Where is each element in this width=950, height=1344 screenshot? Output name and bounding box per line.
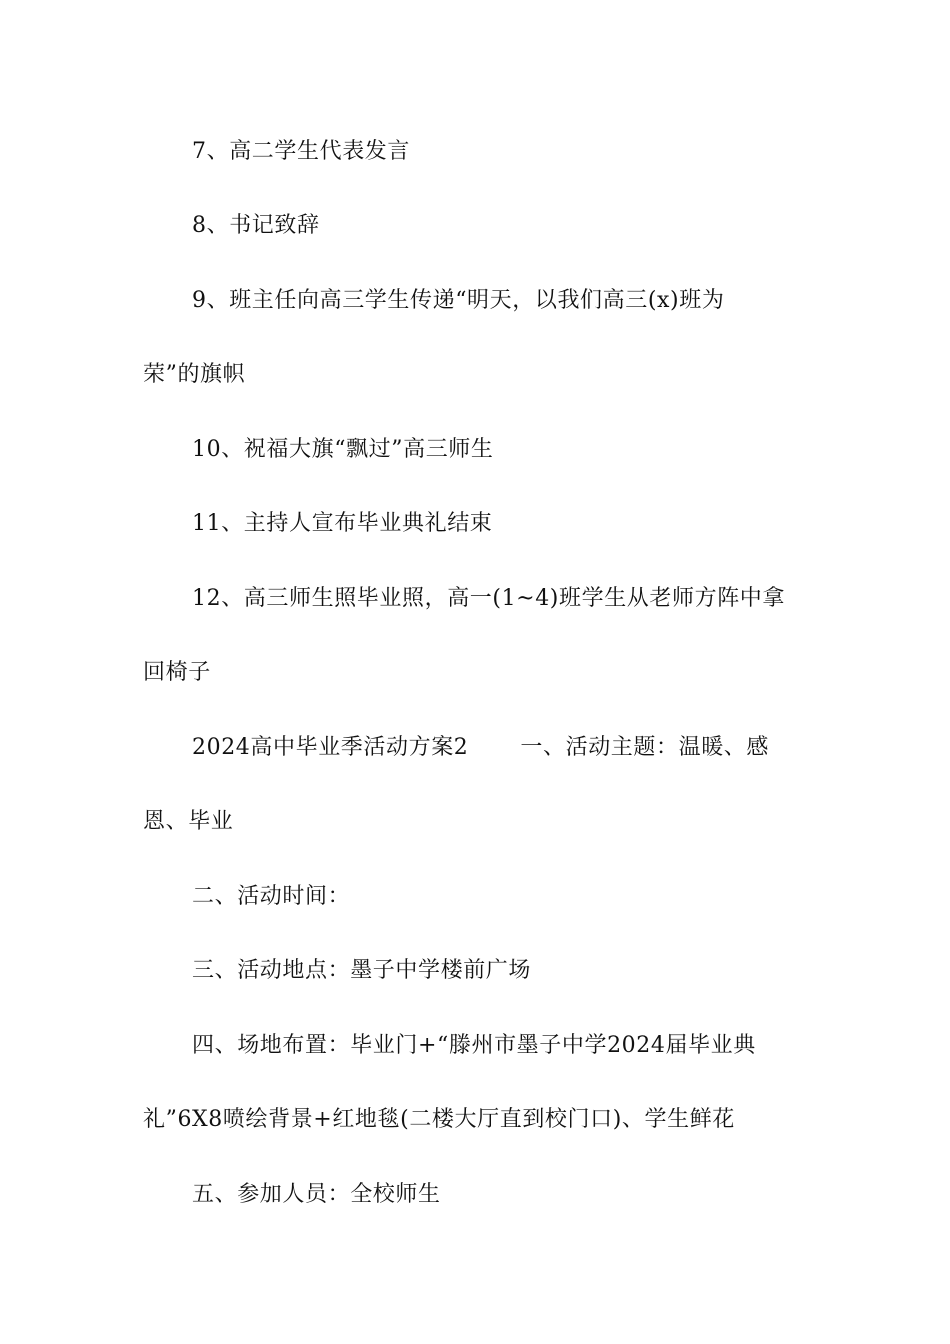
- item-11: 11、主持人宣布毕业典礼结束: [192, 511, 493, 536]
- plan2-location: 三、活动地点：墨子中学楼前广场: [192, 958, 532, 983]
- item-12-line1: 12、高三师生照毕业照，高一(1~4)班学生从老师方阵中拿: [192, 586, 785, 611]
- item-7: 7、高二学生代表发言: [192, 139, 410, 164]
- item-10: 10、祝福大旗“飘过”高三师生: [192, 437, 494, 462]
- plan2-setup-line2: 礼”6X8喷绘背景+红地毯(二楼大厅直到校门口)、学生鲜花: [143, 1107, 735, 1132]
- plan2-setup-line1: 四、场地布置：毕业门+“滕州市墨子中学2024届毕业典: [192, 1033, 756, 1058]
- item-9-line1: 9、班主任向高三学生传递“明天，以我们高三(x)班为: [192, 288, 725, 313]
- plan2-theme-line2: 恩、毕业: [143, 809, 234, 834]
- plan2-title-theme-line: [192, 734, 769, 762]
- plan2-time: 二、活动时间：: [192, 884, 351, 909]
- plan2-theme-line1: 一、活动主题：温暖、感: [520, 735, 769, 760]
- item-12-line2: 回椅子: [143, 660, 211, 685]
- plan2-participants: 五、参加人员：全校师生: [192, 1182, 441, 1207]
- item-8: 8、书记致辞: [192, 213, 320, 238]
- item-9-line2: 荣”的旗帜: [143, 362, 246, 387]
- plan2-title: 2024高中毕业季活动方案2: [192, 735, 469, 760]
